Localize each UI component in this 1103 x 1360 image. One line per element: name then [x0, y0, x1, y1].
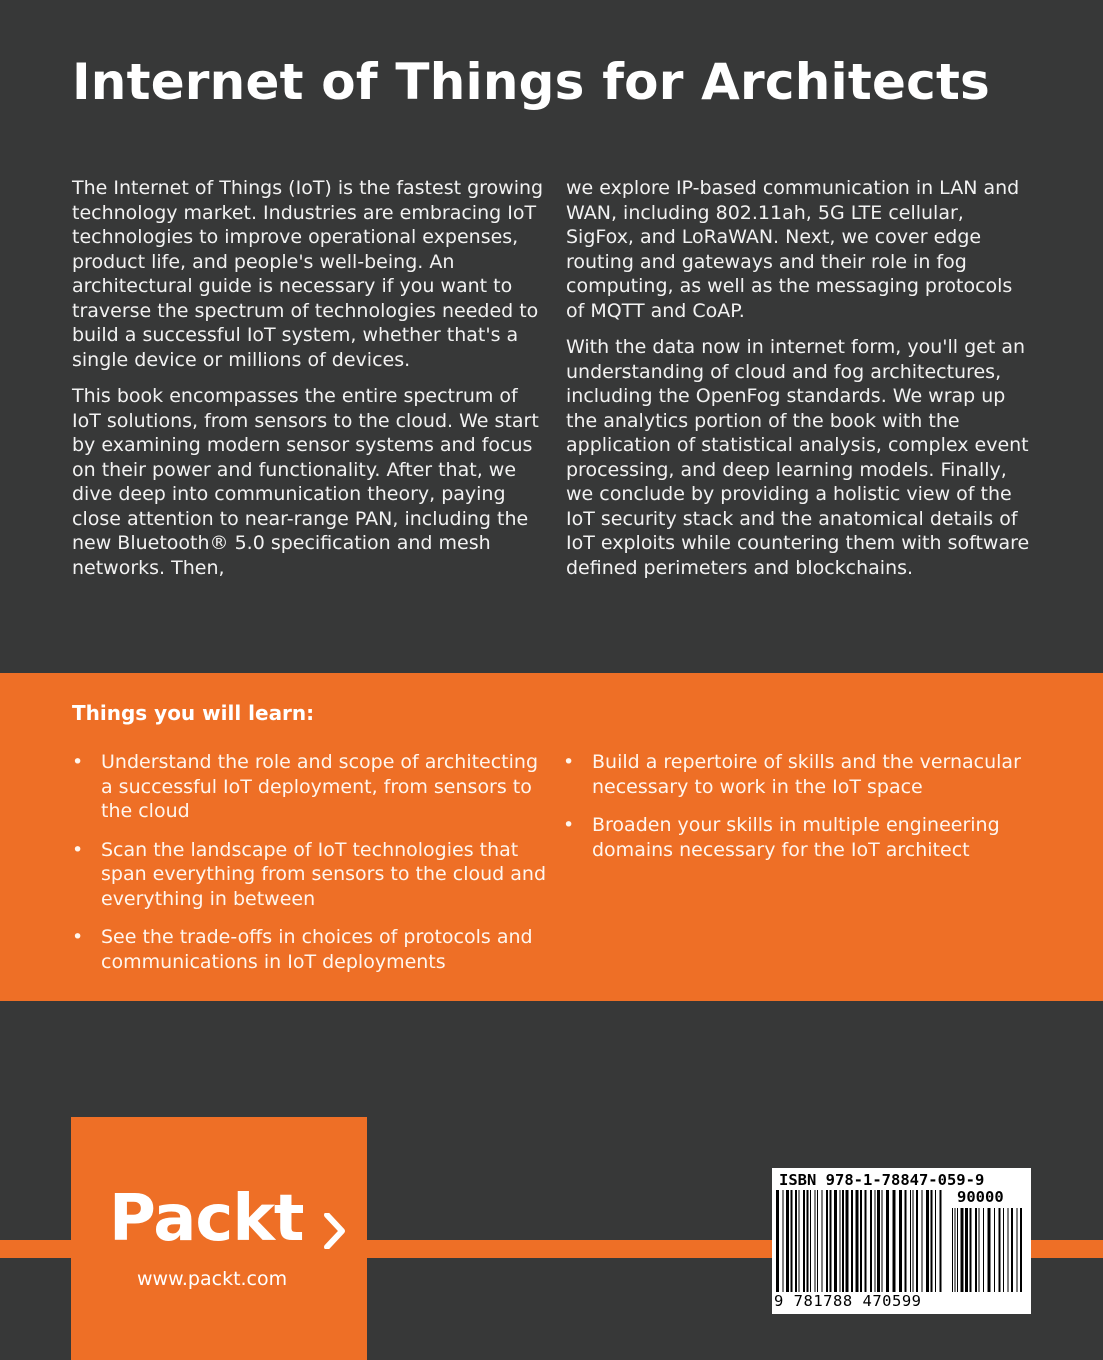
learn-item-text: See the trade-offs in choices of protocols and communications in IoT deployments	[101, 926, 533, 973]
learn-item-text: Broaden your skills in multiple engineering domains necessary for the IoT architect	[592, 814, 1000, 861]
ean-number: 9 781788 470599	[774, 1292, 922, 1310]
price-code: 90000	[957, 1188, 1004, 1206]
description-paragraph: The Internet of Things (IoT) is the fastest growing technology market. Industries are embracing IoT technologies to improve operational expenses, product life, and people's well-being. An architectural guide is necessary if you want to traverse the spectrum of technologies needed to build a successful IoT system, whether that's a single device or millions of devices.	[72, 177, 544, 371]
bullet-icon: •	[72, 926, 84, 948]
learn-item	[563, 750, 1033, 799]
bullet-icon: •	[72, 838, 84, 861]
learn-item	[72, 750, 547, 824]
publisher-url: www.packt.com	[137, 1268, 288, 1290]
description-paragraph: This book encompasses the entire spectrum of IoT solutions, from sensors to the cloud. We start by examining modern sensor systems and focus on their power and functionality. After that, we dive deep into communication theory, paying close attention to near-range PAN, including the new Bluetooth® 5.0 specification and mesh networks. Then,	[72, 385, 539, 579]
learn-item-text: Understand the role and scope of architecting a successful IoT deployment, from sensors to the cloud	[101, 751, 539, 822]
logo-chevron-icon	[324, 1213, 346, 1249]
description-column-left	[72, 176, 547, 592]
learn-item-text: Scan the landscape of IoT technologies that span everything from sensors to the cloud and everything in between	[101, 838, 547, 910]
description-column-right	[566, 176, 1036, 592]
learn-list-right	[563, 750, 1033, 876]
publisher-logo: Packt	[109, 1182, 304, 1256]
learn-item	[563, 813, 1033, 862]
bullet-icon: •	[563, 751, 575, 773]
publisher-logo-box	[71, 1117, 367, 1360]
description-paragraph: With the data now in internet form, you'll get an understanding of cloud and fog architectures, including the OpenFog standards. We wrap up the analytics portion of the book with the application of statistical analysis, complex event processing, and deep learning models. Finally, we conclude by providing a holistic view of the IoT security stack and the anatomical details of IoT exploits while countering them with software defined perimeters and blockchains.	[566, 336, 1030, 579]
learn-list-left	[72, 750, 547, 988]
bullet-icon: •	[72, 751, 84, 773]
learn-heading: Things you will learn:	[72, 701, 315, 725]
bullet-icon: •	[563, 814, 575, 836]
description-paragraph: we explore IP-based communication in LAN and WAN, including 802.11ah, 5G LTE cellular, SigFox, and LoRaWAN. Next, we cover edge routing and gateways and their role in fog computing, as well as the messaging protocols of MQTT and CoAP.	[566, 177, 1020, 322]
learn-item-text: Build a repertoire of skills and the vernacular necessary to work in the IoT space	[592, 751, 1021, 798]
learn-item	[72, 925, 547, 974]
isbn-label: ISBN 978-1-78847-059-9	[779, 1171, 985, 1189]
barcode-addon-bars-icon	[952, 1208, 1026, 1292]
book-title: Internet of Things for Architects	[72, 53, 991, 111]
isbn-barcode	[772, 1168, 1031, 1314]
barcode-bars-icon	[776, 1190, 946, 1292]
learn-item	[72, 838, 547, 912]
